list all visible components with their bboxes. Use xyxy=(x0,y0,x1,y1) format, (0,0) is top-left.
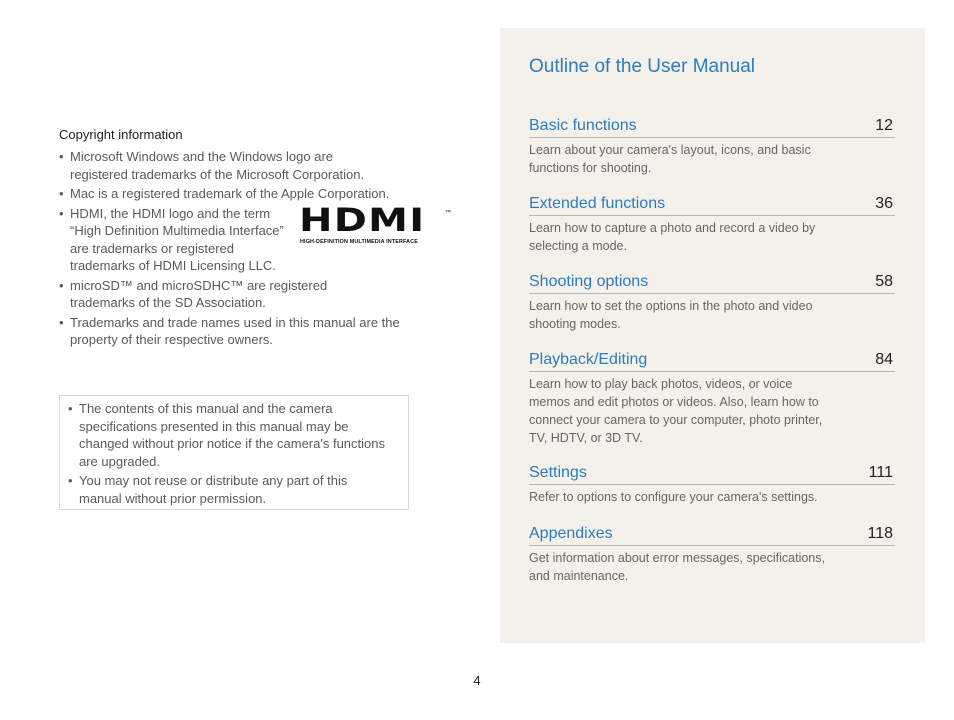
section-page-number[interactable]: 36 xyxy=(875,195,893,212)
outline-title: Outline of the User Manual xyxy=(529,56,756,77)
section-header xyxy=(529,116,895,138)
section-description: Get information about error messages, specifications, and maintenance. xyxy=(529,551,825,583)
section-link-appendixes[interactable]: Appendixes xyxy=(529,525,613,542)
outline-section-basic xyxy=(529,116,895,177)
section-header xyxy=(529,194,895,216)
notice-list xyxy=(68,400,400,507)
section-description: Learn how to capture a photo and record a video by selecting a mode. xyxy=(529,221,816,253)
section-header xyxy=(529,524,895,546)
copyright-block xyxy=(59,126,451,351)
section-description: Learn how to set the options in the photo and video shooting modes. xyxy=(529,299,813,331)
section-page-number[interactable]: 12 xyxy=(875,117,893,134)
outline-panel xyxy=(500,28,925,643)
copyright-item-hdmi xyxy=(59,200,451,275)
copyright-item-text: • HDMI, the HDMI logo and the term “High Definition Multimedia Interface” are trademarks or registered trademarks of HDMI Licensing LLC. xyxy=(70,205,284,273)
notice-item: • You may not reuse or distribute any part of this manual without prior permission. xyxy=(68,472,379,507)
hdmi-logo-tm: ™ xyxy=(445,209,451,216)
section-link-basic-functions[interactable]: Basic functions xyxy=(529,117,637,134)
section-link-settings[interactable]: Settings xyxy=(529,464,587,481)
section-header xyxy=(529,463,895,485)
section-page-number[interactable]: 111 xyxy=(868,464,893,481)
section-link-extended-functions[interactable]: Extended functions xyxy=(529,195,666,212)
copyright-item: • Mac is a registered trademark of the Apple Corporation. xyxy=(59,185,419,203)
section-description: Refer to options to configure your camera's settings. xyxy=(529,490,818,504)
outline-section-appendixes xyxy=(529,524,895,585)
section-link-playback-editing[interactable]: Playback/Editing xyxy=(529,351,648,368)
section-header xyxy=(529,350,895,372)
section-page-number[interactable]: 118 xyxy=(867,525,893,542)
copyright-item: • Trademarks and trade names used in this manual are the property of their respective owners. xyxy=(59,314,405,349)
outline-section-playback xyxy=(529,350,895,447)
hdmi-logo-subtitle: HIGH-DEFINITION MULTIMEDIA INTERFACE xyxy=(300,238,418,245)
outline-section-extended xyxy=(529,194,895,255)
outline-section-shooting xyxy=(529,272,895,333)
section-description: Learn how to play back photos, videos, or voice memos and edit photos or videos. Also, learn how to connect your camera to your computer, photo printer, TV, HDTV, or 3D TV. xyxy=(529,377,823,445)
page-number: 4 xyxy=(473,673,481,688)
notice-item: • The contents of this manual and the camera specifications presented in this manual may be changed without prior notice if the camera's functions are upgraded. xyxy=(68,400,400,470)
outline-section-settings xyxy=(529,463,895,506)
section-description: Learn about your camera's layout, icons, and basic functions for shooting. xyxy=(529,143,811,175)
section-link-shooting-options[interactable]: Shooting options xyxy=(529,273,649,290)
copyright-item: • Microsoft Windows and the Windows logo are registered trademarks of the Microsoft Corporation. xyxy=(59,148,390,183)
copyright-list xyxy=(59,148,451,349)
copyright-item: • microSD™ and microSDHC™ are registered trademarks of the SD Association. xyxy=(59,277,360,312)
section-header xyxy=(529,272,895,294)
section-page-number[interactable]: 58 xyxy=(875,273,893,290)
hdmi-logo-word: HDMI xyxy=(299,200,426,239)
copyright-title: Copyright information xyxy=(59,127,183,142)
section-page-number[interactable]: 84 xyxy=(875,351,893,368)
notice-box xyxy=(59,395,409,510)
hdmi-logo xyxy=(299,200,455,245)
